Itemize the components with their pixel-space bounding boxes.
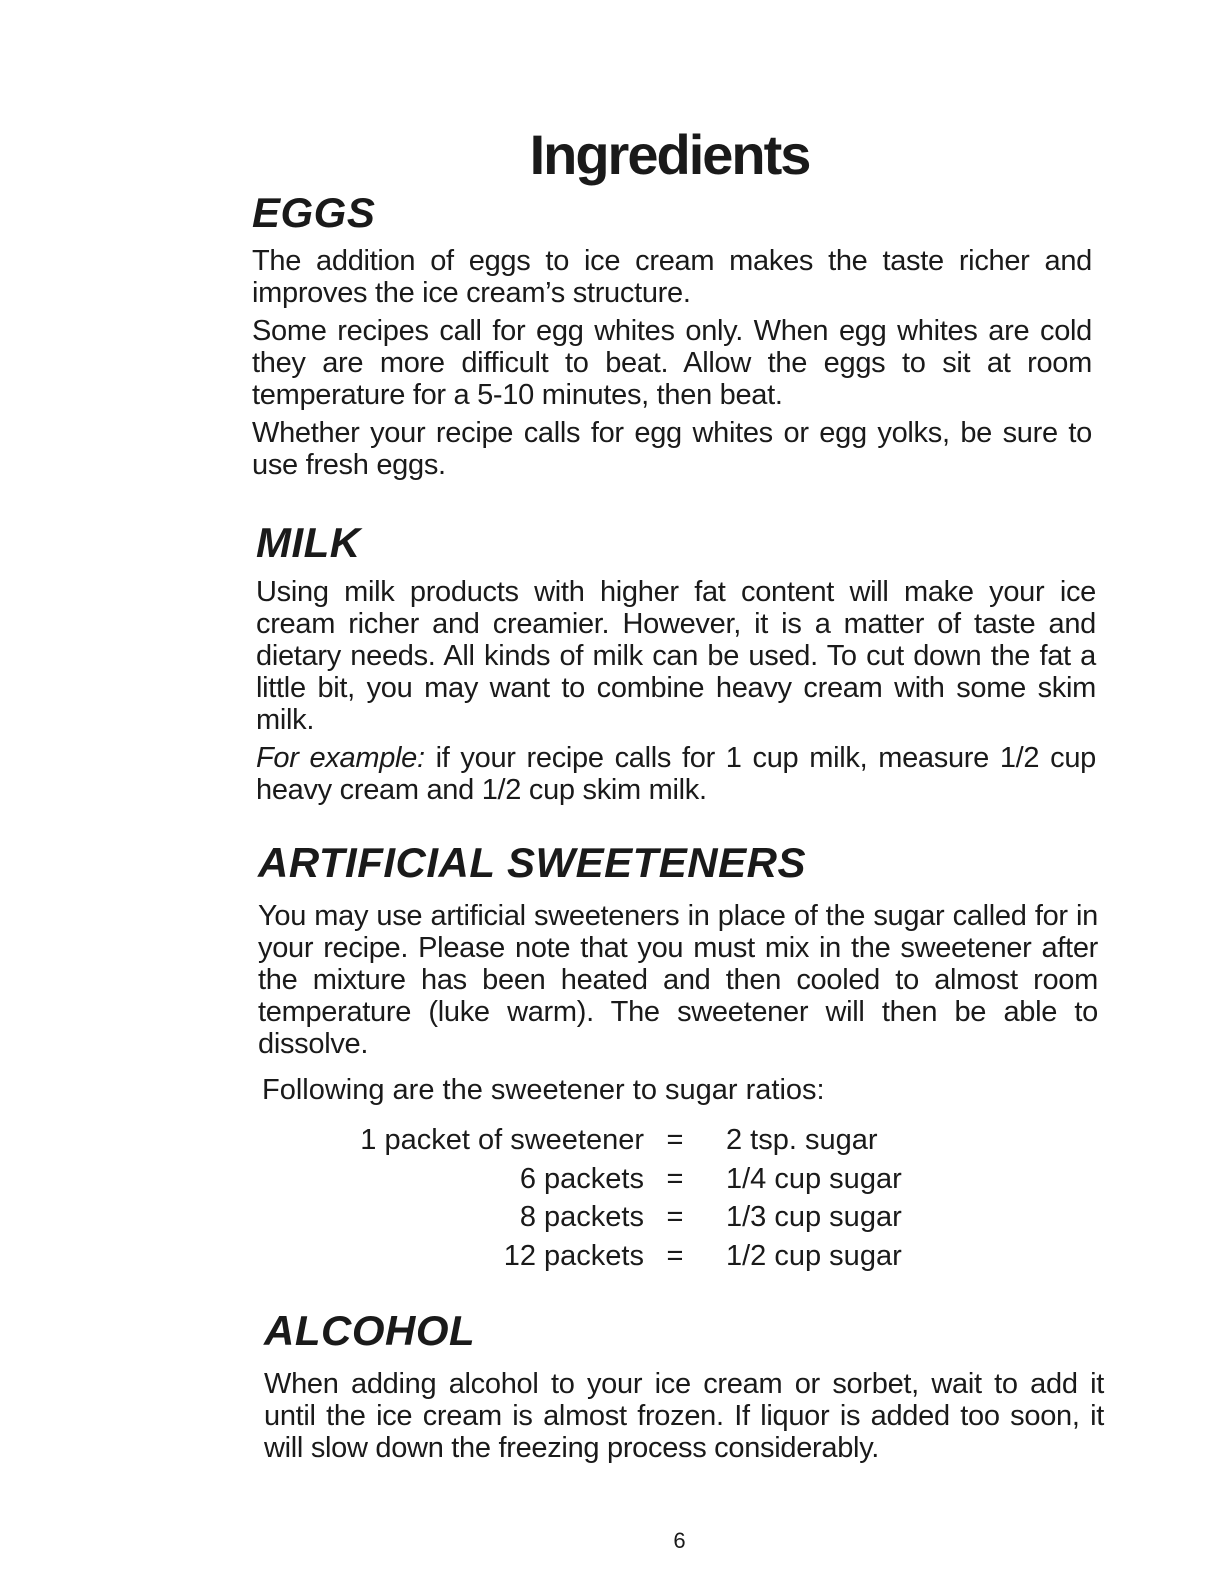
- table-row: [262, 1237, 962, 1276]
- ratio-sugar: 1/2 cup sugar: [726, 1239, 902, 1272]
- section-body-alcohol: [264, 1368, 1104, 1464]
- paragraph: Using milk products with higher fat content will make your ice cream richer and creamier. However, it is a matter of taste and dietary needs. All kinds of milk can be used. To cut down the fat a little bit, you may want to combine heavy cream with some skim milk.: [256, 576, 1096, 736]
- section-eggs: [252, 188, 1092, 487]
- ratio-sweetener: 6 packets: [519, 1162, 644, 1195]
- ratio-equals: =: [666, 1201, 684, 1233]
- ratio-equals: =: [666, 1239, 684, 1272]
- ratio-equals: =: [666, 1162, 684, 1195]
- table-row: [262, 1121, 962, 1160]
- section-heading-eggs: EGGS: [252, 189, 376, 236]
- section-body-sweeteners: [258, 900, 1098, 1060]
- section-alcohol: [264, 1306, 1104, 1470]
- ratio-sweetener: 12 packets: [503, 1239, 644, 1272]
- paragraph: Whether your recipe calls for egg whites or egg yolks, be sure to use fresh eggs.: [252, 417, 1092, 481]
- table-row: [262, 1160, 962, 1199]
- ratio-equals: =: [666, 1124, 684, 1156]
- page-title: Ingredients: [529, 123, 810, 186]
- ratio-sugar: 1/4 cup sugar: [726, 1162, 902, 1195]
- example-text: if your recipe calls for 1 cup milk, measure 1/2 cup heavy cream and 1/2 cup skim milk.: [256, 742, 1096, 806]
- page-number: 6: [673, 1528, 686, 1553]
- section-heading-alcohol: ALCOHOL: [264, 1307, 476, 1354]
- section-body-milk: [256, 576, 1096, 806]
- paragraph: You may use artificial sweeteners in place of the sugar called for in your recipe. Please note that you must mix in the sweetener after the mixture has been heated and then cooled to almost room temperature (luke warm). The sweetener will then be able to dissolve.: [258, 900, 1098, 1060]
- example-paragraph: [256, 742, 1096, 806]
- ratio-sweetener: 1 packet of sweetener: [360, 1124, 644, 1156]
- section-body-eggs: [252, 245, 1092, 481]
- paragraph: Some recipes call for egg whites only. When egg whites are cold they are more difficult to beat. Allow the eggs to sit at room temperature for a 5-10 minutes, then beat.: [252, 315, 1092, 411]
- section-heading-milk: MILK: [256, 519, 361, 566]
- example-label: For example:: [256, 742, 425, 774]
- paragraph: The addition of eggs to ice cream makes the taste richer and improves the ice cream’s structure.: [252, 245, 1092, 309]
- ratio-table: [262, 1121, 962, 1275]
- section-sweeteners: [258, 838, 1098, 1066]
- ratio-intro: Following are the sweetener to sugar ratios:: [262, 1074, 825, 1106]
- ratio-sugar: 2 tsp. sugar: [726, 1124, 878, 1156]
- ratio-sweetener: 8 packets: [519, 1201, 644, 1233]
- section-milk: [256, 518, 1096, 812]
- ratio-sugar: 1/3 cup sugar: [726, 1201, 902, 1233]
- table-row: [262, 1198, 962, 1237]
- section-heading-sweeteners: ARTIFICIAL SWEETENERS: [258, 839, 806, 886]
- paragraph: When adding alcohol to your ice cream or sorbet, wait to add it until the ice cream is almost frozen. If liquor is added too soon, it will slow down the freezing process considerably.: [264, 1368, 1104, 1464]
